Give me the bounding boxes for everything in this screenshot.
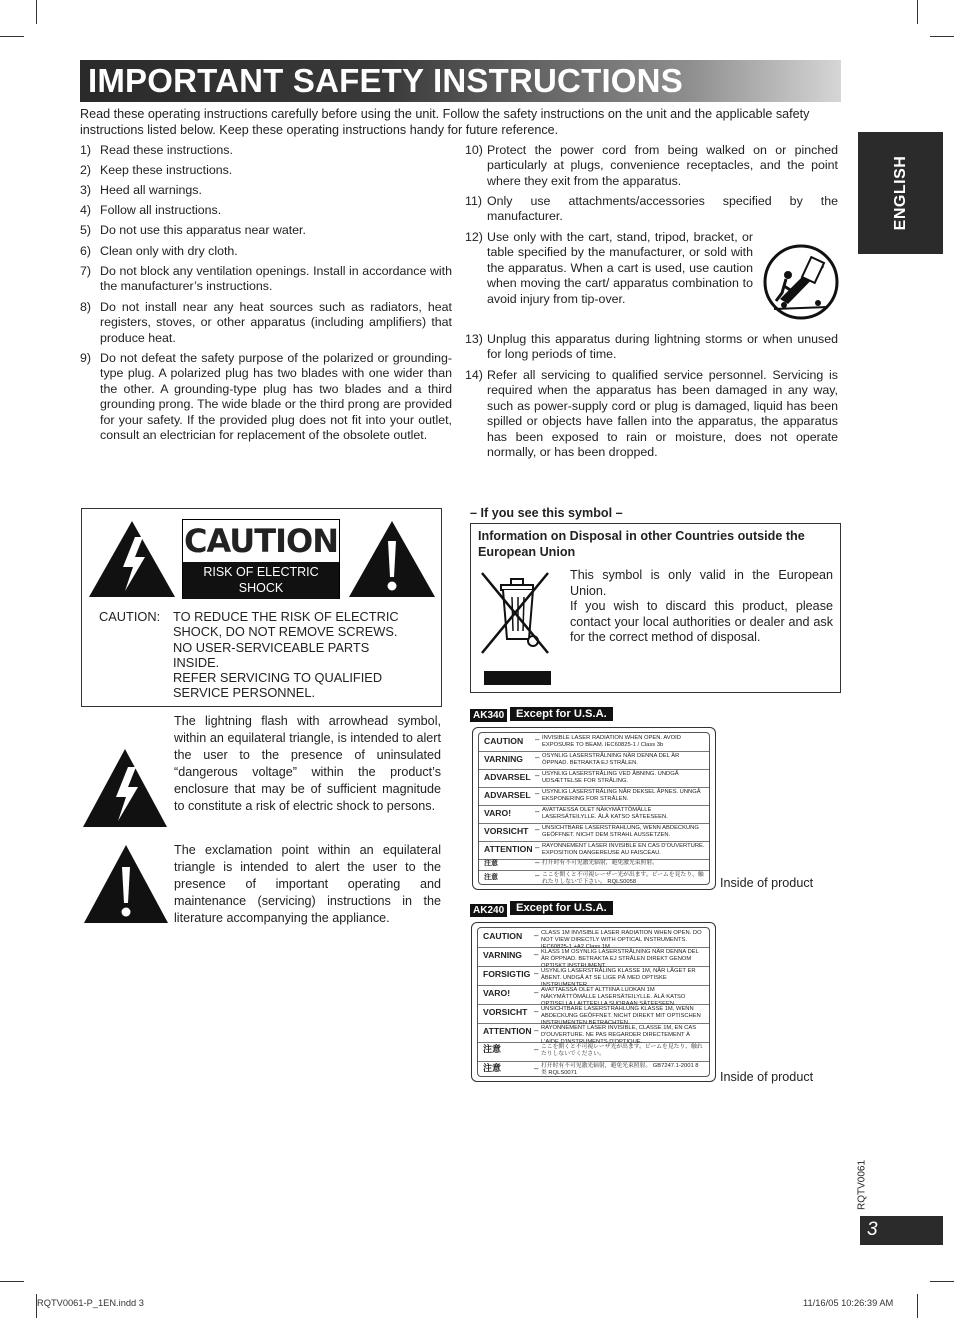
page-number-box: [860, 1216, 943, 1245]
language-tab-label: ENGLISH: [891, 155, 909, 231]
region-tag: Except for U.S.A.: [510, 901, 613, 915]
intro-paragraph: Read these operating instructions carefully before using the unit. Follow the safety instructions on the unit and the applicable safety instructions listed below. Keep these operating instructions handy for future reference.: [80, 107, 810, 137]
document-code-vertical: RQTV0061: [856, 1159, 868, 1211]
label-row: 注意 – ここを開くと不可視レーザ光が出ます。ビームを見たり、触れたりしないでください。: [478, 1042, 709, 1062]
crop-mark: [36, 0, 37, 24]
label-row: 注意 – 打开时有不可见激光辐射，避免光束照射。 GB7247.1-2001 8 类 RQLS0071: [483, 1063, 699, 1076]
caution-box: [81, 508, 442, 707]
label-row: ADVARSEL – USYNLIG LASERSTRÅLING NÅR DEKSEL ÅPNES. UNNGÅ EKSPONERING FOR STRÅLEN.: [479, 787, 709, 806]
crop-mark: [930, 36, 954, 37]
cart-tipover-icon: [762, 241, 840, 323]
label-row: VARNING – KLASS 1M OSYNLIG LASERSTRÅLNING NÄR DENNA DEL ÄR ÖPPNAD. BETRAKTA EJ STRÅLEN DIREKT GENOM OPTISKT INSTRUMENT.: [478, 947, 709, 967]
label-row: CAUTION – CLASS 1M INVISIBLE LASER RADIATION WHEN OPEN. DO NOT VIEW DIRECTLY WITH OPTICAL INSTRUMENTS. IEC60825-1 +A2 Class 1M: [478, 928, 709, 948]
label-row: VARNING – OSYNLIG LASERSTRÅLNING NÄR DENNA DEL ÄR ÖPPNAD. BETRAKTA EJ STRÅLEN.: [479, 751, 709, 770]
model-tag-ak340: AK340: [470, 709, 507, 722]
inside-of-product-label: Inside of product: [720, 1070, 814, 1084]
crop-mark: [0, 1281, 24, 1282]
disposal-bar: [484, 671, 551, 685]
laser-label-ak240: [471, 922, 716, 1082]
crossed-bin-icon: [478, 569, 554, 659]
label-row: VARO! – AVATTAESSA OLET ALTTIINA LUOKAN 1M NÄKYMÄTTÖMÄLLE LASERSÄTEILYLLE. ÄLÄ KATSO OPTISELLA LAITTEELLA SUORAAN SÄTEESEEN.: [478, 985, 709, 1005]
lightning-symbol-text: The lightning flash with arrowhead symbol, within an equilateral triangle, is intended to alert the user to the presence of uninsulated “dangerous voltage” within the product’s enclosure that may be of sufficient magnitude to constitute a risk of electric shock to persons.: [174, 714, 441, 813]
crop-mark: [917, 0, 918, 24]
lightning-symbol-icon: [81, 747, 169, 829]
label-row: VARO! – AVATTAESSA OLET NÄKYMÄTTÖMÄLLE LASERSÄTEILYLLE. ÄLÄ KATSO SÄTEESEEN.: [479, 805, 709, 824]
crop-mark: [0, 36, 24, 37]
caution-sign-title: CAUTION: [184, 522, 338, 560]
footer-timestamp: 11/16/05 10:26:39 AM: [803, 1298, 894, 1308]
label-row: ADVARSEL – USYNLIG LASERSTRÅLING VED ÅBNING. UNDGÅ UDSÆTTELSE FOR STRÅLING.: [479, 769, 709, 788]
exclamation-symbol-icon: [82, 843, 170, 925]
disposal-body: This symbol is only valid in the European Union. If you wish to discard this product, please contact your local authorities or dealer and ask for the correct method of disposal.: [570, 568, 833, 644]
inside-of-product-label: Inside of product: [720, 876, 814, 890]
if-you-see-symbol: – If you see this symbol –: [470, 506, 623, 520]
label-row: 注意 – 打开时有不可见激光辐射，避免激光束照射。: [479, 859, 709, 871]
label-row: ATTENTION – RAYONNEMENT LASER INVISIBLE EN CAS D'OUVERTURE. EXPOSITION DANGEREUSE AU FAISCEAU.: [479, 841, 709, 860]
region-tag: Except for U.S.A.: [510, 707, 613, 721]
caution-text: TO REDUCE THE RISK OF ELECTRIC SHOCK, DO NOT REMOVE SCREWS. NO USER-SERVICEABLE PARTS INSIDE. REFER SERVICING TO QUALIFIED SERVICE PERSONNEL.: [173, 609, 399, 701]
model-tag-ak240: AK240: [470, 904, 507, 917]
page-title: IMPORTANT SAFETY INSTRUCTIONS: [88, 62, 683, 99]
disposal-box: [470, 523, 841, 693]
label-row: ATTENTION – RAYONNEMENT LASER INVISIBLE, CLASSE 1M, EN CAS D'OUVERTURE. NE PAS REGARDER DIRECTEMENT À L'AIDE D'INSTRUMENTS D'OPTIQUE.: [478, 1023, 709, 1043]
disposal-heading: Information on Disposal in other Countries outside the European Union: [478, 529, 805, 559]
caution-sign: [182, 519, 340, 611]
caution-sign-subtitle: RISK OF ELECTRIC SHOCK DO NOT OPEN: [183, 562, 339, 599]
footer-filename: RQTV0061-P_1EN.indd 3: [37, 1298, 144, 1308]
label-row: VORSICHT – UNSICHTBARE LASERSTRAHLUNG KLASSE 1M, WENN ABDECKUNG GEÖFFNET. NICHT DIREKT MIT OPTISCHEN INSTRUMENTEN BETRACHTEN.: [478, 1004, 709, 1024]
label-row: FORSIGTIG – USYNLIG LASERSTRÅLING KLASSE 1M, NÅR LÅGET ER ÅBENT. UNDGÅ AT SE LIGE PÅ MED OPTISKE INSTRUMENTER.: [478, 966, 709, 986]
page-title-bar: [80, 60, 841, 102]
label-row: CAUTION – INVISIBLE LASER RADIATION WHEN OPEN. AVOID EXPOSURE TO BEAM. IEC60825-1 / Class 3b: [479, 733, 709, 752]
crop-mark: [930, 1281, 954, 1282]
caution-label: CAUTION:: [99, 609, 161, 624]
instructions-left: 1) Read these instructions. 2) Keep these instructions. 3) Heed all warnings. 4) Follow all instructions. 5) Do not use this apparatus near water. 6) Clean only with dry cloth. 7) Do not block any ventilation openings. Install in accordance with the manufacturer’s instructions. 8) Do not install near any heat sources such as radiators, heat registers, stoves, or other apparatus (including amplifiers) that produce heat. 9) Do not defeat the safety purpose of the polarized or grounding-type plug. A polarized plug has two blades with one wider than the other. A grounding-type plug has two blades and a third grounding prong. The wide blade or the third prong are provided for your safety. If the provided plug does not fit into your outlet, consult an electrician for replacement of the obsolete outlet.: [80, 143, 452, 443]
lightning-warning-icon: [87, 519, 177, 599]
language-tab: [858, 132, 943, 254]
instructions-right: 10) Protect the power cord from being walked on or pinched particularly at plugs, convenience receptacles, and the point where they exit from the apparatus. 11) Only use attachments/accessories specified by the manufacturer. 12) Use only with the cart, stand, tripod, bracket, or table specified by the manufacturer, or sold with the apparatus. When a cart is used, use caution when moving the cart/ apparatus combination to avoid injury from tip-over. 13) Unplug this apparatus during lightning storms or when unused for long periods of time. 14) Refer all servicing to qualified service personnel. Servicing is required when the apparatus has been damaged in any way, such as power-supply cord or plug is damaged, liquid has been spilled or objects have fallen into the apparatus, the apparatus has been exposed to rain or moisture, does not operate normally, or has been dropped.: [465, 143, 838, 460]
exclamation-symbol-text: The exclamation point within an equilateral triangle is intended to alert the user to the presence of important operating and maintenance (servicing) instructions in the literature accompanying the appliance.: [174, 843, 441, 925]
label-row: VORSICHT – UNSICHTBARE LASERSTRAHLUNG, WENN ABDECKUNG GEÖFFNET. NICHT DEM STRAHL AUSSETZEN.: [479, 823, 709, 842]
label-row: 注意 – ここを開くと不可視レーザー光が出ます。ビームを見たり、触れたりしないで下さい。 RQLS0058: [484, 871, 704, 885]
laser-label-ak340: [472, 727, 716, 890]
page-number: 3: [867, 1219, 878, 1240]
exclamation-warning-icon: [347, 519, 437, 599]
crop-mark: [917, 1294, 918, 1318]
